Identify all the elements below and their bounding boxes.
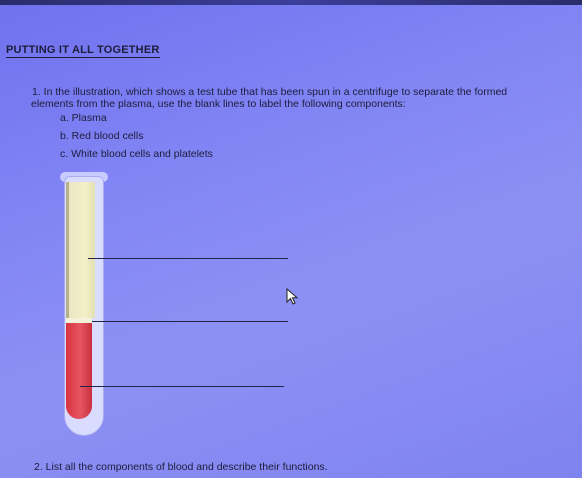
label-blank-line-3[interactable] xyxy=(80,386,284,387)
option-white-blood-cells-platelets: c. White blood cells and platelets xyxy=(60,148,213,160)
plasma-layer xyxy=(66,182,95,318)
label-blank-line-1[interactable] xyxy=(88,258,288,259)
question-1 xyxy=(31,86,572,110)
mouse-pointer-icon xyxy=(286,288,300,306)
option-red-blood-cells: b. Red blood cells xyxy=(60,130,144,142)
top-bar xyxy=(0,0,582,5)
question-1-line-2: elements from the plasma, use the blank lines to label the following components: xyxy=(31,98,406,110)
section-heading: PUTTING IT ALL TOGETHER xyxy=(6,44,160,56)
red-blood-cell-layer xyxy=(66,323,92,419)
option-plasma: a. Plasma xyxy=(60,112,107,124)
label-blank-line-2[interactable] xyxy=(92,321,288,322)
test-tube-illustration xyxy=(58,168,298,438)
question-1-line-1: 1. In the illustration, which shows a test tube that has been spun in a centrifuge to separate the formed xyxy=(32,86,508,98)
question-2: 2. List all the components of blood and describe their functions. xyxy=(34,461,328,473)
